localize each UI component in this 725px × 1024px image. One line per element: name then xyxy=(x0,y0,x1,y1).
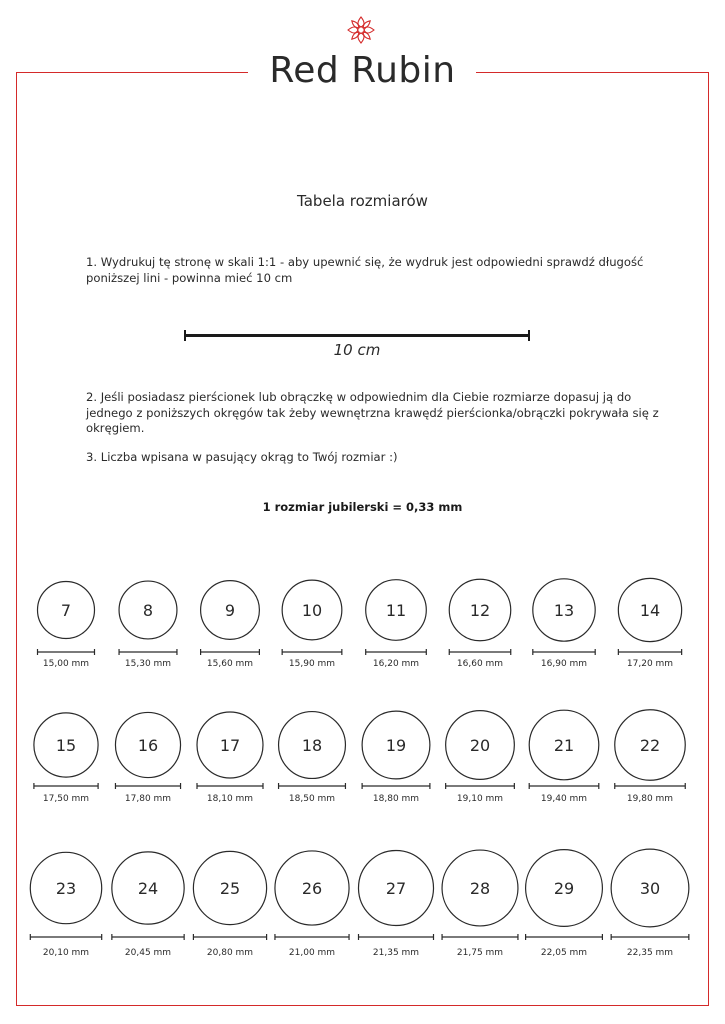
instruction-step-1: 1. Wydrukuj tę stronę w skali 1:1 - aby upewnić się, że wydruk jest odpowiedni sprawdź długość poniższej lini - powinna mieć 10 cm xyxy=(86,255,644,285)
size-number: 23 xyxy=(55,879,77,898)
size-item-18 xyxy=(279,712,346,804)
diameter-label: 21,35 mm xyxy=(372,948,420,958)
size-number: 13 xyxy=(553,601,575,620)
diameter-label: 20,80 mm xyxy=(206,948,254,958)
size-number: 21 xyxy=(553,736,575,755)
size-item-24 xyxy=(112,852,184,958)
size-item-8 xyxy=(119,581,177,669)
page-title: Tabela rozmiarów xyxy=(297,192,428,210)
size-item-19 xyxy=(362,711,430,804)
diameter-label: 18,50 mm xyxy=(288,794,336,804)
size-number: 18 xyxy=(301,736,323,755)
size-number: 16 xyxy=(137,736,159,755)
size-number: 29 xyxy=(553,879,575,898)
size-item-7 xyxy=(38,582,95,670)
diameter-label: 16,60 mm xyxy=(456,659,504,669)
diameter-label: 17,20 mm xyxy=(626,659,674,669)
size-item-30 xyxy=(611,849,689,958)
diameter-label: 15,00 mm xyxy=(42,659,90,669)
size-item-16 xyxy=(115,712,180,804)
diameter-label: 17,50 mm xyxy=(42,794,90,804)
size-item-13 xyxy=(533,579,595,669)
diameter-label: 20,10 mm xyxy=(42,948,90,958)
size-number: 30 xyxy=(639,879,661,898)
size-number: 11 xyxy=(385,601,407,620)
size-item-15 xyxy=(34,713,98,804)
diameter-label: 18,10 mm xyxy=(206,794,254,804)
diameter-label: 15,60 mm xyxy=(206,659,254,669)
diameter-label: 19,40 mm xyxy=(540,794,588,804)
size-number: 15 xyxy=(55,736,77,755)
diameter-label: 15,90 mm xyxy=(288,659,336,669)
diameter-label: 19,80 mm xyxy=(626,794,674,804)
size-number: 22 xyxy=(639,736,661,755)
size-item-25 xyxy=(193,851,266,958)
brand-name: Red Rubin xyxy=(269,50,456,91)
size-number: 26 xyxy=(301,879,323,898)
size-number: 24 xyxy=(137,879,159,898)
size-item-10 xyxy=(282,580,342,669)
size-number: 19 xyxy=(385,736,407,755)
diameter-label: 19,10 mm xyxy=(456,794,504,804)
size-number: 10 xyxy=(301,601,323,620)
size-number: 12 xyxy=(469,601,491,620)
size-number: 8 xyxy=(142,601,154,620)
diameter-label: 21,75 mm xyxy=(456,948,504,958)
size-item-29 xyxy=(526,850,603,958)
size-item-9 xyxy=(201,581,260,669)
size-item-21 xyxy=(529,710,599,804)
size-item-14 xyxy=(618,578,681,669)
diameter-label: 22,05 mm xyxy=(540,948,588,958)
diameter-label: 15,30 mm xyxy=(124,659,172,669)
size-conversion-note: 1 rozmiar jubilerski = 0,33 mm xyxy=(262,500,463,514)
size-number: 7 xyxy=(60,601,72,620)
size-item-27 xyxy=(359,851,434,959)
size-number: 25 xyxy=(219,879,241,898)
diameter-label: 17,80 mm xyxy=(124,794,172,804)
diameter-label: 21,00 mm xyxy=(288,948,336,958)
size-number: 14 xyxy=(639,601,661,620)
size-number: 20 xyxy=(469,736,491,755)
size-item-17 xyxy=(197,712,263,804)
size-number: 27 xyxy=(385,879,407,898)
size-number: 17 xyxy=(219,736,241,755)
ruler-label: 10 cm xyxy=(333,341,381,359)
diameter-label: 18,80 mm xyxy=(372,794,420,804)
instruction-step-3: 3. Liczba wpisana w pasujący okrąg to Twój rozmiar :) xyxy=(86,450,398,464)
instruction-step-2: 2. Jeśli posiadasz pierścionek lub obrączkę w odpowiednim dla Ciebie rozmiarze dopasuj ją do jednego z poniższych okręgów tak żeby wewnętrzna krawędź pierścionka/obrączki pokrywała się z okręgiem. xyxy=(86,390,659,435)
size-item-11 xyxy=(366,580,427,669)
size-item-12 xyxy=(449,579,511,669)
size-item-23 xyxy=(30,852,101,958)
diameter-label: 20,45 mm xyxy=(124,948,172,958)
size-number: 28 xyxy=(469,879,491,898)
size-item-20 xyxy=(446,711,515,804)
size-item-28 xyxy=(442,850,518,958)
diameter-label: 22,35 mm xyxy=(626,948,674,958)
size-item-26 xyxy=(275,851,349,958)
size-number: 9 xyxy=(224,601,236,620)
size-item-22 xyxy=(615,710,686,804)
diameter-label: 16,20 mm xyxy=(372,659,420,669)
diameter-label: 16,90 mm xyxy=(540,659,588,669)
